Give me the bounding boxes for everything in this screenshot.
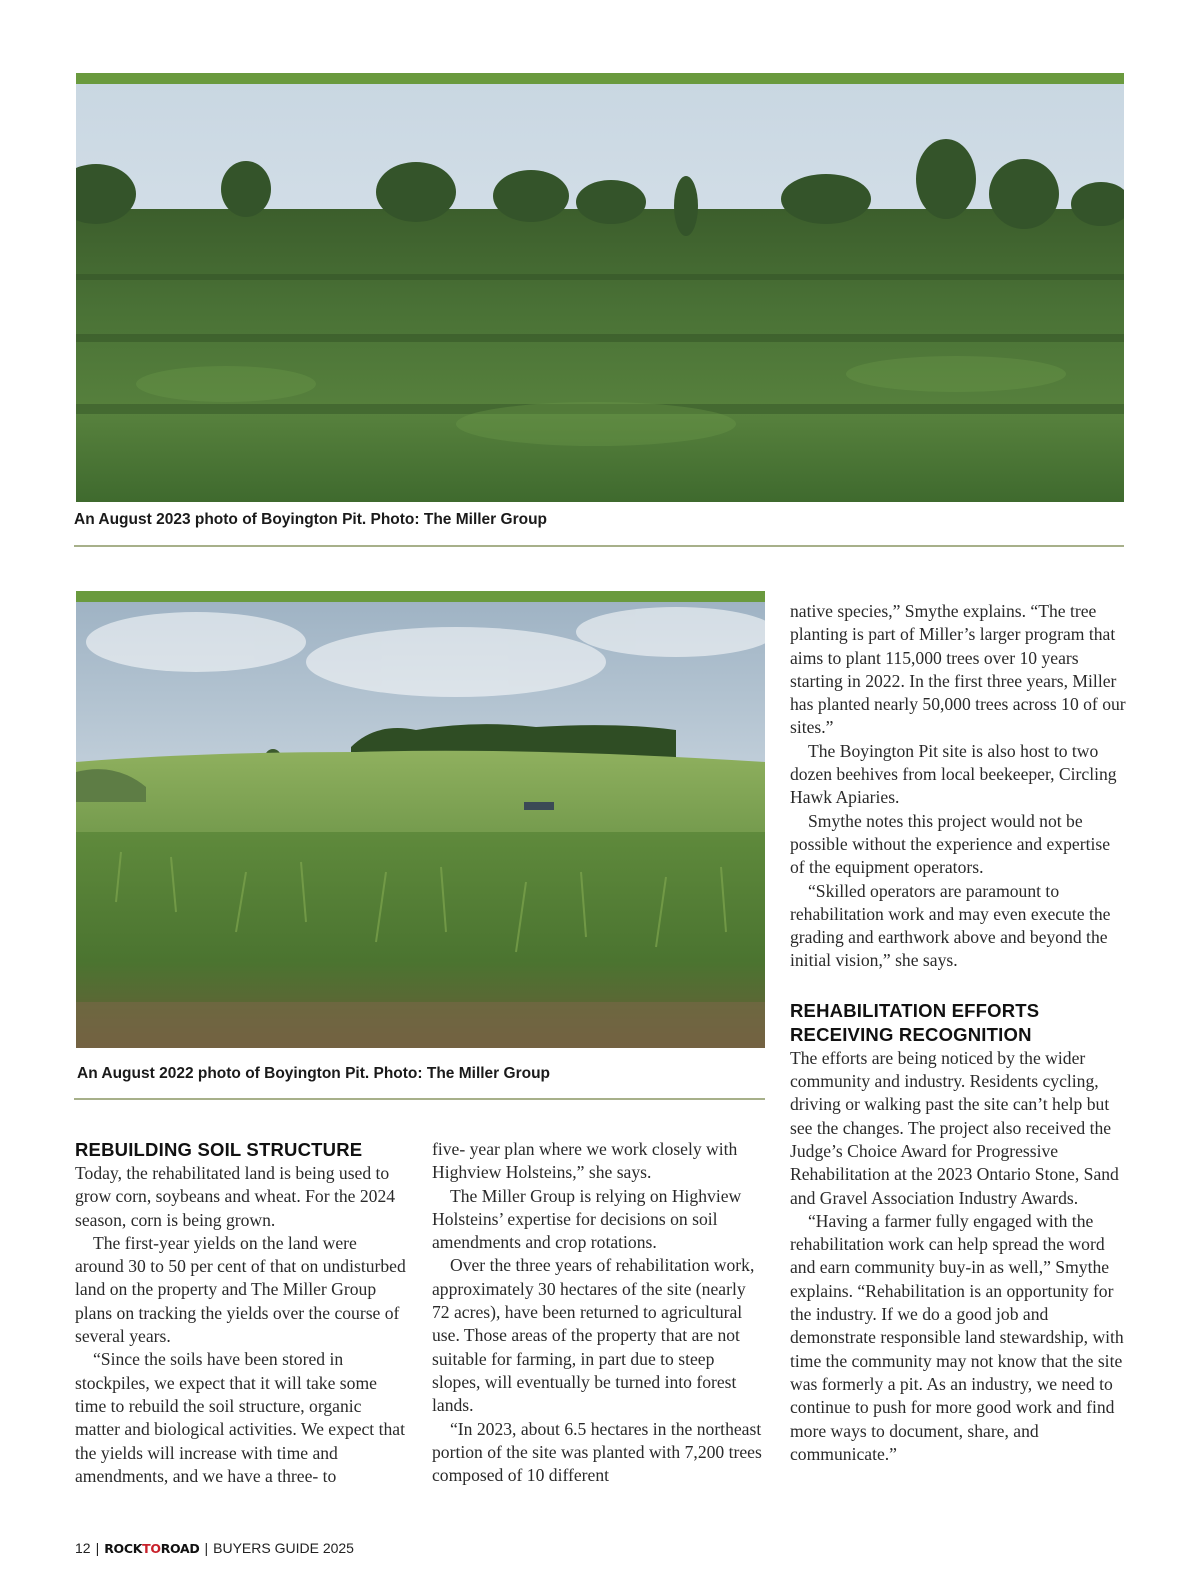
footer-separator: | [204,1540,209,1556]
field-photo-2023 [76,84,1124,502]
photo-caption: An August 2023 photo of Boyington Pit. Photo: The Miller Group [74,511,548,528]
section-heading: REHABILITATION EFFORTS RECEIVING RECOGNITION [790,999,1040,1045]
article-column-2 [432,1138,762,1487]
caption-divider [74,545,1124,547]
paragraph: “In 2023, about 6.5 hectares in the northeast portion of the site was planted with 7,200 trees composed of 10 different [432,1418,762,1486]
footer-separator: | [95,1540,100,1556]
paragraph: The Miller Group is relying on Highview Holsteins’ expertise for decisions on soil amendments and crop rotations. [432,1185,742,1253]
photo-top-bar [76,73,1124,84]
section-heading: REBUILDING SOIL STRUCTURE [75,1139,363,1160]
page-footer [75,1540,354,1556]
publication-logo: ROCKTOROAD [104,1540,200,1556]
paragraph: Smythe notes this project would not be possible without the experience and expertise of the equipment operators. [790,810,1111,878]
paragraph: “Since the soils have been stored in stockpiles, we expect that it will take some time to rebuild the soil structure, organic matter and biological activities. We expect that the yields will increase with time and amendments, and we have a three- to [75,1349,405,1486]
paragraph: Today, the rehabilitated land is being used to grow corn, soybeans and wheat. For the 2024 season, corn is being grown. [75,1163,396,1230]
field-photo-2022 [76,602,765,1048]
article-column-3 [790,600,1126,1466]
caption-divider [74,1098,765,1100]
paragraph: “Having a farmer fully engaged with the rehabilitation work can help spread the word and earn community buy-in as well,” Smythe explains. “Rehabilitation is an opportunity for the industry. If we do a good job and demonstrate responsible land stewardship, with time the community may not know that the site was formerly a pit. As an industry, we need to continue to push for more good work and find more ways to document, share, and communicate.” [790,1210,1124,1464]
paragraph: The Boyington Pit site is also host to two dozen beehives from local beekeeper, Circling Hawk Apiaries. [790,740,1117,808]
paragraph: five- year plan where we work closely with Highview Holsteins,” she says. [432,1139,738,1183]
photo-top-bar [76,591,765,602]
paragraph: The efforts are being noticed by the wider community and industry. Residents cycling, driving or walking past the site can’t help but see the changes. The project also received the Judge’s Choice Award for Progressive Rehabilitation at the 2023 Ontario Stone, Sand and Gravel Association Industry Awards. [790,1047,1119,1208]
paragraph: Over the three years of rehabilitation work, approximately 30 hectares of the site (nearly 72 acres), have been returned to agricultural use. Those areas of the property that are not suitable for farming, in part due to steep slopes, will eventually be turned into forest lands. [432,1255,755,1416]
page-number: 12 [75,1540,91,1556]
paragraph: native species,” Smythe explains. “The tree planting is part of Miller’s larger program that aims to plant 115,000 trees over 10 years starting in 2022. In the first three years, Miller has planted nearly 50,000 trees across 10 of our sites.” [790,601,1126,738]
article-column-1 [75,1138,410,1488]
photo-caption: An August 2022 photo of Boyington Pit. Photo: The Miller Group [77,1065,551,1082]
paragraph: “Skilled operators are paramount to rehabilitation work and may even execute the grading and earthwork above and beyond the initial vision,” she says. [790,880,1111,971]
paragraph: The first-year yields on the land were around 30 to 50 per cent of that on undisturbed land on the property and The Miller Group plans on tracking the yields over the course of several years. [75,1232,406,1347]
publication-title: BUYERS GUIDE 2025 [213,1540,354,1556]
